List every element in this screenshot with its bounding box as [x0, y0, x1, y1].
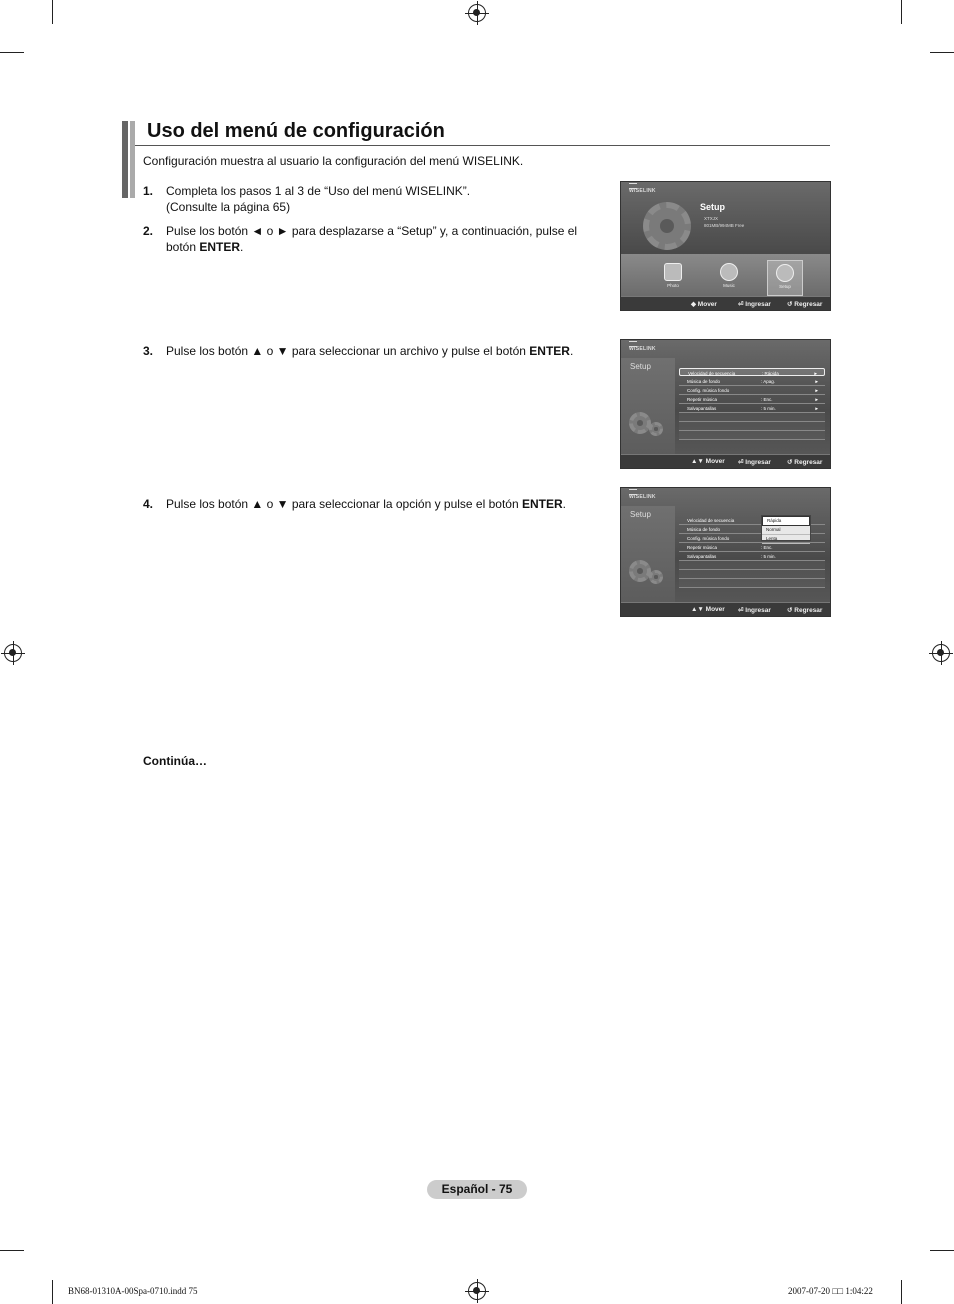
screen-footer	[621, 602, 830, 616]
screen-footer	[621, 454, 830, 468]
list-item[interactable]	[679, 386, 825, 395]
header-bar	[130, 121, 135, 198]
setting-name: Música de fondo	[687, 526, 721, 532]
device-name: XTXJX	[704, 216, 719, 221]
intro-text: Configuración muestra al usuario la configuración del menú WISELINK.	[143, 154, 524, 168]
return-label: Regresar	[794, 459, 823, 466]
side-title: Setup	[630, 510, 651, 519]
registration-mark-icon	[932, 644, 950, 662]
side-title: Setup	[630, 362, 651, 371]
print-timestamp: 2007-07-20 □□ 1:04:22	[788, 1286, 873, 1296]
setting-value: : 5 min.	[761, 405, 776, 411]
dropdown-option[interactable]: Rápida	[762, 516, 810, 526]
return-label: Regresar	[794, 607, 823, 614]
setting-name: Velocidad de secuencia	[687, 517, 735, 523]
setting-name: Repetir música	[687, 396, 718, 402]
setting-value: : Apag.	[761, 378, 776, 384]
crop-mark	[52, 1280, 53, 1304]
menu-item-music[interactable]	[711, 260, 747, 296]
step-text-end: .	[569, 344, 574, 358]
enter-label: Ingresar	[745, 301, 771, 308]
arrow-right-icon: ►	[813, 370, 818, 376]
side-panel	[621, 506, 675, 604]
list-item[interactable]	[679, 395, 825, 404]
step-text: Pulse los botón ▲ o ▼ para seleccionar la opción y pulse el botón	[166, 497, 522, 511]
page-number: Español - 75	[427, 1180, 527, 1199]
step-number: 1.	[143, 184, 154, 198]
setting-value: : Enc.	[761, 396, 773, 402]
menu-item-label: Music	[723, 283, 735, 288]
arrow-right-icon: ►	[814, 405, 819, 411]
page-title: Uso del menú de configuración	[147, 120, 445, 142]
dropdown-option[interactable]: Lenta	[762, 535, 810, 544]
enter-hint: ⏎ Ingresar	[738, 607, 771, 614]
arrow-right-icon: ►	[814, 378, 819, 384]
step-text-end: .	[240, 240, 244, 254]
registration-mark-icon	[4, 644, 22, 662]
settings-list	[679, 368, 825, 444]
registration-mark-icon	[468, 1282, 486, 1300]
enter-hint: ⏎ Ingresar	[738, 301, 771, 308]
list-item[interactable]	[679, 368, 825, 376]
dropdown-option[interactable]: Normal	[762, 526, 810, 535]
step-text-end: .	[562, 497, 566, 511]
speed-dropdown[interactable]	[761, 515, 811, 541]
photo-icon	[664, 263, 682, 281]
return-label: Regresar	[794, 301, 823, 308]
crop-mark	[901, 1280, 902, 1304]
menu-item-label: Setup	[779, 284, 791, 289]
gear-icon	[629, 560, 651, 582]
header-bar	[122, 121, 128, 198]
step-text: Completa los pasos 1 al 3 de “Uso del menú WISELINK”.	[166, 184, 471, 198]
crop-mark	[0, 1250, 24, 1251]
gear-icon	[649, 422, 663, 436]
side-panel	[621, 358, 675, 456]
free-space: 801MB/994MB Free	[704, 223, 745, 228]
step-keyword: ENTER	[521, 497, 563, 511]
enter-label: Ingresar	[745, 459, 771, 466]
registration-mark-icon	[468, 4, 486, 22]
setting-name: Velocidad de secuencia	[688, 370, 736, 376]
list-item[interactable]	[679, 543, 825, 552]
screen-title: Setup	[700, 202, 726, 212]
empty-row	[679, 422, 825, 431]
arrow-right-icon: ►	[814, 396, 819, 402]
list-item[interactable]	[679, 552, 825, 561]
empty-row	[679, 413, 825, 422]
step-number: 2.	[143, 224, 154, 238]
continued-label: Continúa…	[143, 754, 207, 768]
move-hint: ▲▼ Mover	[691, 458, 725, 465]
return-hint: ↺ Regresar	[787, 607, 823, 614]
screen-footer	[621, 296, 830, 310]
gear-icon	[776, 264, 794, 282]
setting-value: : Rápida	[762, 370, 779, 376]
step-keyword: ENTER	[199, 240, 241, 254]
arrow-right-icon: ►	[814, 387, 819, 393]
tv-screen-setup-option	[620, 487, 831, 617]
title-divider	[135, 145, 830, 146]
tv-screen-setup-home	[620, 181, 831, 311]
setting-name: Música de fondo	[687, 378, 721, 384]
move-hint: ◆ Mover	[691, 301, 717, 308]
file-info: BN68-01310A-00Spa-0710.indd 75	[68, 1286, 198, 1296]
wiselink-logo: WISELINK	[629, 494, 656, 500]
gear-icon	[643, 202, 691, 250]
empty-row	[679, 579, 825, 588]
list-item[interactable]	[679, 404, 825, 413]
headphones-icon	[720, 263, 738, 281]
setting-name: Salvapantallas	[687, 553, 717, 559]
step-keyword: ENTER	[529, 344, 570, 358]
crop-mark	[930, 52, 954, 53]
setting-name: Config. música fondo	[687, 535, 730, 541]
tv-screen-setup-list	[620, 339, 831, 469]
empty-row	[679, 561, 825, 570]
menu-item-label: Photo	[667, 283, 679, 288]
wiselink-logo: WISELINK	[629, 346, 656, 352]
menu-item-setup[interactable]	[767, 260, 803, 296]
crop-mark	[930, 1250, 954, 1251]
step-text: Pulse los botón ▲ o ▼ para seleccionar un archivo y pulse el botón	[166, 344, 530, 358]
menu-item-photo[interactable]	[655, 260, 691, 296]
list-item[interactable]	[679, 377, 825, 386]
gear-icon	[629, 412, 651, 434]
setting-name: Salvapantallas	[687, 405, 717, 411]
setting-name: Repetir música	[687, 544, 718, 550]
gear-icon	[649, 570, 663, 584]
move-hint: ▲▼ Mover	[691, 606, 725, 613]
enter-label: Ingresar	[745, 607, 771, 614]
step-text: Pulse los botón ◄ o ► para desplazarse a “Setup” y, a continuación, pulse el botón	[166, 224, 578, 254]
step-number: 4.	[143, 497, 154, 511]
setting-name: Config. música fondo	[687, 387, 730, 393]
return-hint: ↺ Regresar	[787, 301, 823, 308]
empty-row	[679, 570, 825, 579]
crop-mark	[0, 52, 24, 53]
wiselink-logo: WISELINK	[629, 188, 656, 194]
setting-value: : Enc.	[761, 544, 773, 550]
setting-value: : 5 min.	[761, 553, 776, 559]
return-hint: ↺ Regresar	[787, 459, 823, 466]
step-number: 3.	[143, 344, 154, 358]
crop-mark	[901, 0, 902, 24]
crop-mark	[52, 0, 53, 24]
empty-row	[679, 431, 825, 440]
enter-hint: ⏎ Ingresar	[738, 459, 771, 466]
step-text: (Consulte la página 65)	[166, 200, 291, 214]
